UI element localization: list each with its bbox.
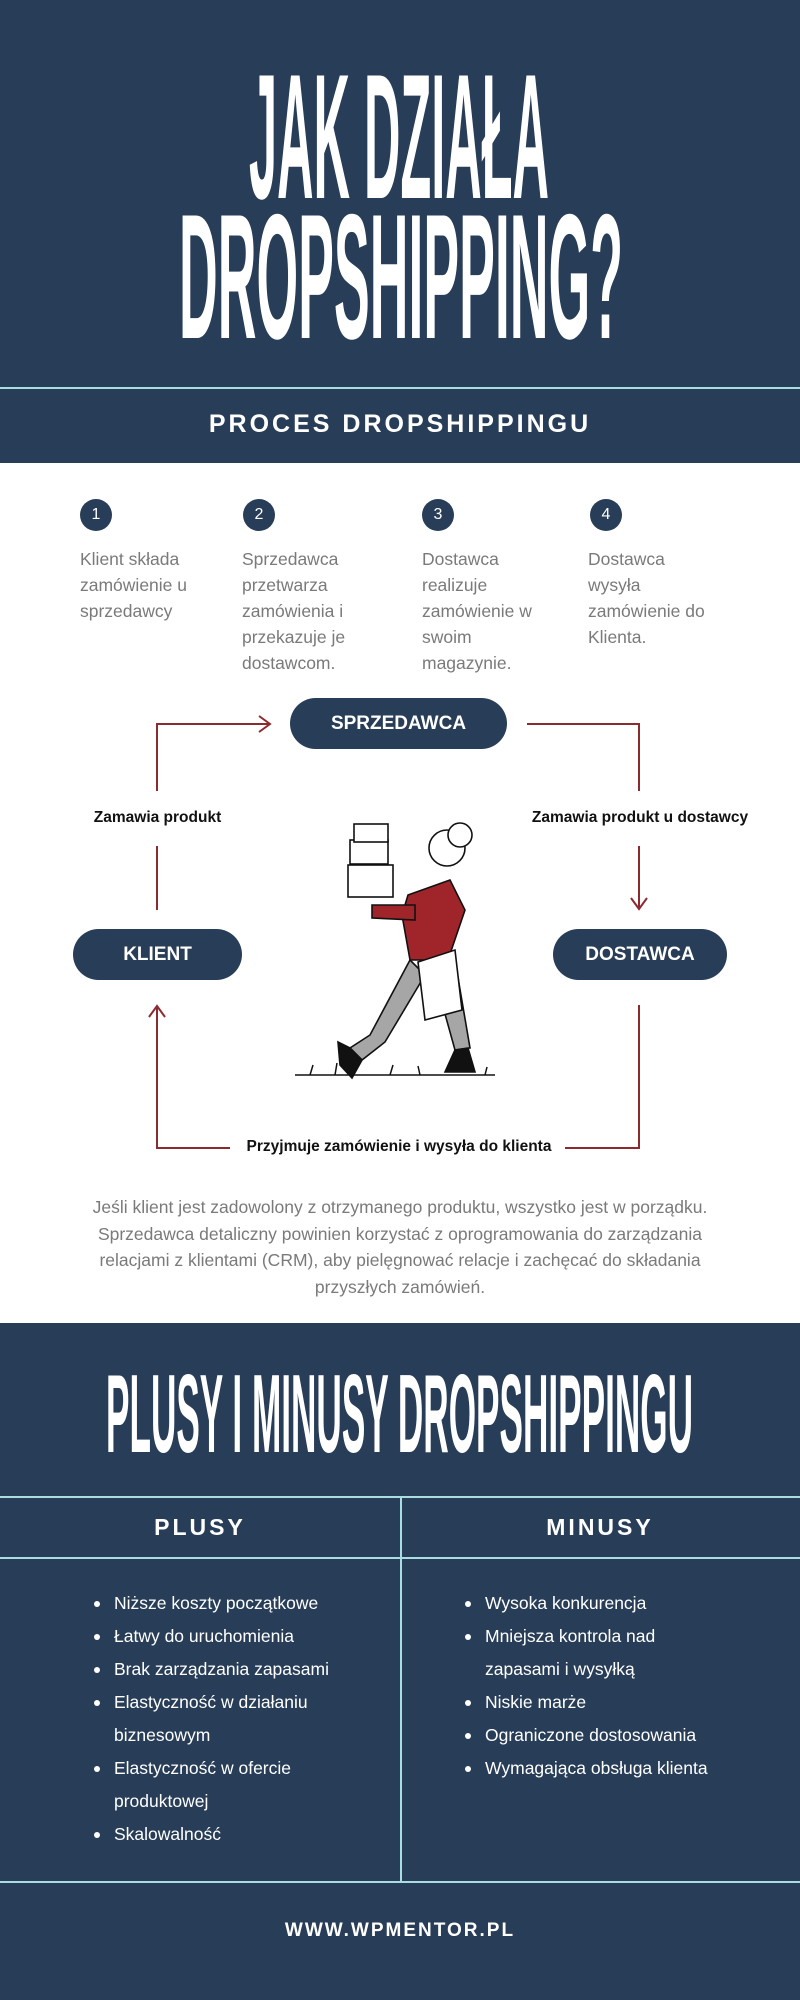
step-text-3: Dostawca realizuje zamówienie w swoim magazynie.	[422, 549, 532, 673]
title-line-2: DROPSHIPPING?	[179, 177, 623, 376]
label-client-to-seller: Zamawia produkt	[70, 809, 245, 827]
pros-header: PLUSY	[154, 1514, 246, 1540]
pros-cons-title	[0, 1323, 800, 1473]
seller-node: SPRZEDAWCA	[290, 698, 507, 749]
supplier-node: DOSTAWCA	[553, 929, 727, 980]
title-line-1: JAK DZIAŁA	[249, 37, 549, 236]
client-node: KLIENT	[73, 929, 242, 980]
pros-cons-heading: PLUSY I MINUSY DROPSHIPPINGU	[106, 1352, 693, 1473]
cons-item: Mniejsza kontrola nad zapasami i wysyłką	[465, 1620, 725, 1686]
pros-item: Niższe koszty początkowe	[94, 1587, 354, 1620]
cons-item: Ograniczone dostosowania	[465, 1719, 725, 1752]
step-text-1: Klient składa zamówienie u sprzedawcy	[80, 549, 187, 621]
pros-item: Brak zarządzania zapasami	[94, 1653, 354, 1686]
step-number-2: 2	[243, 499, 275, 531]
table-column-divider	[400, 1496, 402, 1882]
step-text-4: Dostawca wysyła zamówienie do Klienta.	[588, 549, 705, 647]
footer-website-link[interactable]: WWW.WPMENTOR.PL	[284, 1920, 516, 1941]
pros-list	[94, 1587, 354, 1851]
table-bottom-line	[0, 1881, 800, 1883]
step-text-2: Sprzedawca przetwarza zamówienia i przekazuje je dostawcom.	[242, 549, 346, 673]
summary-paragraph: Jeśli klient jest zadowolony z otrzymanego produktu, wszystko jest w porządku. Sprzedawca detaliczny powinien korzystać z oprogramowania do zarządzania relacjami z klientami (CRM), aby pielęgnować relacje i zachęcać do składania przyszłych zamówień.	[92, 1197, 708, 1297]
person-carrying-boxes-illustration	[290, 810, 510, 1085]
step-number-1: 1	[80, 499, 112, 531]
step-number-3: 3	[422, 499, 454, 531]
cons-item: Niskie marże	[465, 1686, 725, 1719]
cons-item: Wymagająca obsługa klienta	[465, 1752, 725, 1785]
pros-item: Łatwy do uruchomienia	[94, 1620, 354, 1653]
label-supplier-to-client: Przyjmuje zamówienie i wysyła do klienta	[234, 1138, 564, 1156]
cons-list	[465, 1587, 725, 1785]
pros-item: Skalowalność	[94, 1818, 354, 1851]
step-number-4: 4	[590, 499, 622, 531]
cons-item: Wysoka konkurencja	[465, 1587, 725, 1620]
label-seller-to-supplier: Zamawia produkt u dostawcy	[520, 809, 760, 827]
cons-header: MINUSY	[546, 1514, 654, 1540]
pros-item: Elastyczność w ofercie produktowej	[94, 1752, 354, 1818]
process-title: PROCES DROPSHIPPINGU	[208, 410, 592, 438]
pros-item: Elastyczność w działaniu biznesowym	[94, 1686, 354, 1752]
